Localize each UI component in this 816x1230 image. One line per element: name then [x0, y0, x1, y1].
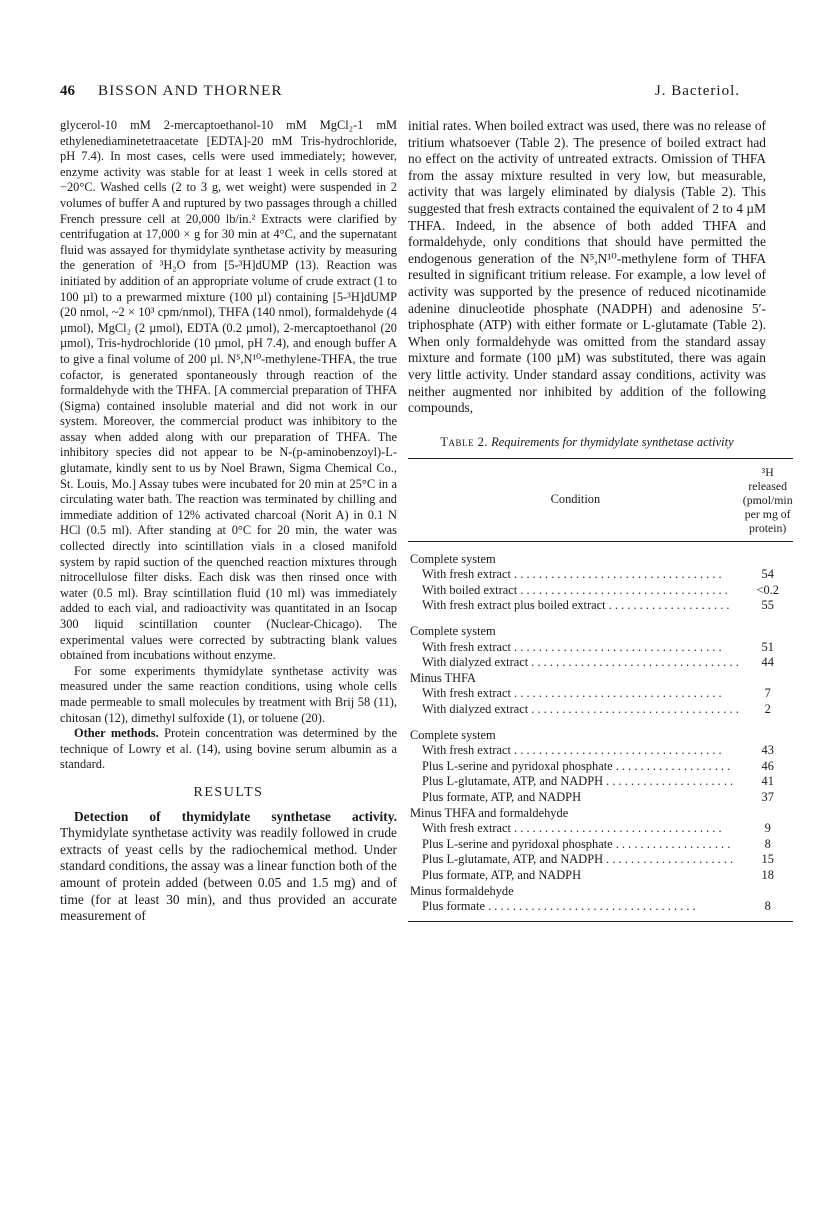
table-group-label: Complete system	[410, 727, 496, 742]
table-value: 55	[761, 598, 774, 613]
table-row	[408, 655, 793, 671]
table-value: 37	[761, 790, 774, 804]
table-condition: With fresh extract plus boiled extract	[422, 598, 606, 613]
table-row: Plus L-serine and pyridoxal phosphate . . . . . . . . . . . . . . . . . . . 8	[408, 837, 793, 853]
left-column	[60, 118, 397, 925]
table-value	[743, 806, 793, 822]
table-value: 7	[764, 686, 771, 701]
table-condition: With fresh extract . . .	[422, 567, 722, 581]
table-row: Plus L-glutamate, ATP, and NADPH . . . . . . . . . . . . . . . . . . . . . 15	[408, 852, 793, 868]
table-row: Plus L-serine and pyridoxal phosphate . . . . . . . . . . . . . . . . . . . 46	[408, 759, 793, 775]
table-value: 44	[761, 655, 774, 670]
table-value: <0.2	[756, 582, 779, 597]
discussion-paragraph: initial rates. When boiled extract was used, there was no release of tritium whatsoever (Table 2). The presence of boiled extract had no effect on the activity of untreated extracts. Omission of THFA from the assay mixture resulted in very low, but measurable, activity that was largely eliminated by dialysis (Table 2). This suggested that fresh extracts contained the equivalent of 2 to 4 µM THFA. Indeed, in the absence of both added THFA and formaldehyde, only conditions that should have permitted the endogenous generation of the N⁵,N¹⁰-methylene form of THFA resulted in significant tritium release. For example, a low level of activity was supported by the presence of reduced nicotinamide adenine dinucleotide phosphate (NADPH) and adenosine 5′-triphosphate (ATP) with either formate or L-glutamate (Table 2). When only formaldehyde was omitted from the standard assay mixture and formate (100 µM) was substituted, there was again very little activity. Under standard assay conditions, activity was neither augmented nor inhibited by addition of the following compounds,	[408, 118, 766, 416]
table-value: 51	[761, 639, 774, 654]
table-value: 54	[761, 567, 774, 582]
table-value	[743, 614, 793, 640]
running-header	[60, 83, 740, 103]
table-value	[743, 884, 793, 900]
table-condition: With fresh extract . . .	[422, 821, 722, 835]
table-row: Plus L-glutamate, ATP, and NADPH . . . . . . . . . . . . . . . . . . . . . 41	[408, 774, 793, 790]
other-methods-runin: Other methods.	[74, 726, 159, 741]
table-condition: With boiled extract . . .	[422, 583, 728, 597]
table-group-label: Complete system	[410, 624, 496, 639]
table-row: With fresh extract plus boiled extract . . . . . . . . . . . . . . . . . . . . 55	[408, 598, 793, 614]
table-value: 15	[761, 852, 774, 867]
table-caption	[408, 435, 766, 450]
table-row	[408, 702, 793, 718]
table-condition: With dialyzed extract . . .	[422, 702, 739, 716]
table-value: 8	[764, 836, 771, 851]
table-condition: With fresh extract . . .	[422, 743, 722, 757]
journal-name: J. Bacteriol.	[654, 83, 740, 99]
table-row	[408, 806, 793, 822]
table-value	[743, 718, 793, 744]
table-condition: Plus L-glutamate, ATP, and NADPH	[422, 852, 604, 867]
other-methods-text: Protein concentration was determined by the technique of Lowry et al. (14), using bovine serum albumin as a standard.	[60, 726, 397, 772]
table-row	[408, 567, 793, 583]
table-group-label: Minus formaldehyde	[410, 883, 514, 898]
right-column	[408, 118, 793, 922]
table-value: 9	[764, 821, 771, 836]
running-authors: BISSON AND THORNER	[98, 83, 283, 99]
table-row	[408, 821, 793, 837]
table-condition: With dialyzed extract . . .	[422, 655, 739, 669]
table-header-row	[408, 458, 793, 541]
results-paragraph	[60, 809, 397, 925]
table-condition: Plus formate . . .	[422, 899, 696, 913]
table-row	[408, 583, 793, 599]
table-group-label: Minus THFA	[410, 670, 476, 685]
results-text: Thymidylate synthetase activity was readily followed in crude extracts of yeast cells by the radiochemical method. Under standard conditions, the assay was a linear function both of the amount of protein added (between 0.05 and 1.5 mg) and of time (for at least 30 min), and thus provided an accurate measurement of	[60, 825, 397, 924]
table-condition: With fresh extract . . .	[422, 686, 722, 700]
table-row	[408, 686, 793, 702]
table-condition: Plus formate, ATP, and NADPH	[422, 867, 582, 882]
table-value: 46	[761, 758, 774, 773]
table-row	[408, 541, 793, 567]
value-header: ³H released (pmol/min per mg of protein)	[743, 458, 793, 541]
page-number: 46	[60, 83, 75, 99]
table-value: 2	[764, 702, 771, 717]
table-value: 8	[743, 899, 793, 921]
permeable-cells-paragraph: For some experiments thymidylate synthetase activity was measured under the same reaction conditions, using whole cells made permeable to small molecules by treatment with Brij 58 (11), chitosan (12), dimethyl sulfoxide (1), or toluene (20).	[60, 663, 397, 725]
table-row	[408, 790, 793, 806]
other-methods-paragraph	[60, 726, 397, 773]
table-condition: Plus L-serine and pyridoxal phosphate	[422, 758, 613, 773]
table-condition: Plus L-glutamate, ATP, and NADPH	[422, 774, 604, 789]
results-heading: RESULTS	[193, 784, 264, 800]
table-row	[408, 640, 793, 656]
table-row	[408, 743, 793, 759]
table-row	[408, 614, 793, 640]
table-value	[743, 541, 793, 567]
table-row	[408, 868, 793, 884]
table-condition: Plus L-serine and pyridoxal phosphate	[422, 836, 613, 851]
table-row	[408, 884, 793, 900]
table-value: 18	[761, 867, 774, 882]
table-condition: With fresh extract . . .	[422, 640, 722, 654]
results-runin: Detection of thymidylate synthetase activity.	[74, 808, 397, 824]
table-label: Table 2.	[440, 434, 488, 449]
table-value	[743, 671, 793, 687]
requirements-table	[408, 458, 793, 922]
table-group-label: Complete system	[410, 551, 496, 566]
table-row	[408, 671, 793, 687]
table-value: 43	[761, 743, 774, 758]
results-section	[60, 809, 397, 925]
table-group-label: Minus THFA and formaldehyde	[410, 805, 569, 820]
table-title: Requirements for thymidylate synthetase activity	[491, 434, 734, 449]
table-row	[408, 718, 793, 744]
condition-header: Condition	[408, 458, 743, 541]
methods-paragraph: glycerol-10 mM 2-mercaptoethanol-10 mM MgCl₂-1 mM ethylenediaminetetraacetate [EDTA]-20 mM Tris-hydrochloride, pH 7.4). In most cases, cells were used immediately; however, enzyme activity was stable for at least 1 week in cells stored at −20°C. Washed cells (2 to 3 g, wet weight) were suspended in 2 volumes of buffer A and ruptured by two passages through a chilled French pressure cell at 20,000 lb/in.² Extracts were clarified by centrifugation at 17,000 × g for 30 min at 4°C, and the supernatant fluid was assayed for thymidylate synthetase activity by measuring the generation of ³H₂O from [5-³H]dUMP (13). Reaction was initiated by addition of an appropriate volume of crude extract (1 to 100 µl) to a prewarmed mixture (100 µl) containing [5-³H]dUMP (20 nmol, ~2 × 10³ cpm/nmol), THFA (140 nmol), formaldehyde (4 µmol), MgCl₂ (2 µmol), EDTA (0.2 µmol), 2-mercaptoethanol (20 µmol), Tris-hydrochloride (10 µmol, pH 7.4), and enough buffer A to give a final volume of 200 µl. N⁵,N¹⁰-methylene-THFA, the true cofactor, is generated spontaneously through reaction of the formaldehyde with the THFA. [A commercial preparation of THFA (Sigma) contained insoluble material and did not work in our system. Moreover, the commercial product was inhibitory to the assay when added along with our preparation of THFA. The inhibitory species did not appear to be N-(p-aminobenzoyl)-L-glutamate, kindly sent to us by Noel Brawn, Sigma Chemical Co., St. Louis, Mo.] Assay tubes were incubated for 20 min at 25°C in a circulating water bath. The reaction was terminated by chilling and immediate addition of 12% activated charcoal (Norit A) in 0.1 N HCl (0.5 ml). After standing at 0°C for 20 min, the water was collected directly into scintillation vials in a closed manifold system by rapid suction of the quenched reaction mixtures through nitrocellulose filter disks. Each disk was then rinsed once with water (0.5 ml). Bray scintillation fluid (10 ml) was immediately added to each vial, and radioactivity was quantitated in an Isocap 300 liquid scintillation counter (Nuclear-Chicago). The experimental values were corrected by subtracting blank values obtained from incubations without enzyme.	[60, 118, 397, 663]
table-condition: Plus formate, ATP, and NADPH	[422, 790, 582, 804]
table-row	[408, 899, 793, 921]
table-value: 41	[761, 774, 774, 789]
